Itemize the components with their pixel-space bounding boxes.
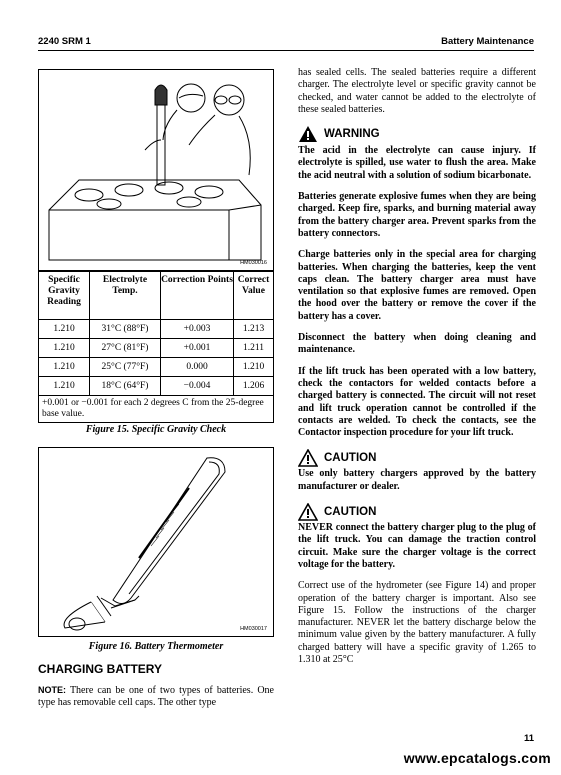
figure-16-code: HM030017	[240, 626, 267, 632]
table-note: +0.001 or −0.001 for each 2 degrees C from the 25-degree base value.	[39, 396, 274, 423]
col-header-electrolyte-temp: Electrolyte Temp.	[90, 272, 161, 320]
caution-paragraph: Use only battery chargers approved by the battery manufacturer or dealer.	[298, 468, 536, 492]
section-heading: CHARGING BATTERY	[38, 662, 162, 676]
table-cell: 1.211	[234, 339, 274, 358]
table-cell: 1.210	[39, 339, 90, 358]
note-label: NOTE:	[38, 685, 66, 695]
header-section-title: Battery Maintenance	[441, 36, 534, 47]
warning-paragraph: If the lift truck has been operated with a low battery, check the contactors for welded contacts before a charged battery is connected. The circuit will not reset and lift truck operation cannot be controlled if the contacts are welded. To check the contacts, see the Contactor inspection procedure for your lift truck.	[298, 365, 536, 439]
figure-15-caption: Figure 15. Specific Gravity Check	[85, 424, 227, 435]
table-header-row	[39, 272, 274, 320]
table-cell: 1.210	[39, 320, 90, 339]
page-number: 11	[523, 733, 534, 744]
watermark-text: www.epcatalogs.com	[403, 750, 551, 766]
intro-paragraph: has sealed cells. The sealed batteries require a different charger. The electrolyte level or specific gravity cannot be checked, and water cannot be added to the electrolyte of these sealed batteries.	[298, 67, 536, 115]
table-cell: 1.213	[234, 320, 274, 339]
table-note-row	[39, 396, 274, 423]
table-cell: 25°C (77°F)	[90, 358, 161, 377]
note-text: There can be one of two types of batteries. One type has removable cell caps. The other type	[38, 685, 274, 709]
table-row	[39, 358, 274, 377]
caution-triangle-icon	[298, 449, 318, 467]
caution-heading	[298, 449, 536, 467]
warning-paragraph: Charge batteries only in the special area for charging batteries. When charging the batteries, keep the vent caps clean. The battery charger area must have ventilation so that explosive fumes are removed. Open the hood over the battery or remove the cover if the battery has a cover.	[298, 249, 536, 322]
table-cell: −0.004	[161, 377, 234, 396]
table-cell: 18°C (64°F)	[90, 377, 161, 396]
warning-paragraph: Batteries generate explosive fumes when they are being charged. Keep fire, sparks, and burning material away from the battery charger area. Prevent sparks from the battery connectors.	[298, 191, 536, 239]
right-column	[298, 67, 536, 666]
warning-paragraph: Disconnect the battery when doing cleaning and maintenance.	[298, 332, 536, 356]
table-cell: 1.206	[234, 377, 274, 396]
warning-triangle-icon	[298, 125, 318, 143]
battery-thermometer-drawing	[39, 448, 273, 636]
table-cell: 27°C (81°F)	[90, 339, 161, 358]
charging-paragraph: Correct use of the hydrometer (see Figure 14) and proper operation of the battery charger is important. Also see Figure 15. Follow the instructions of the charger manufacturer. NEVER let the battery discharge below the minimum value given by the battery manufacturer. A fully charged battery will have a specific gravity of 1.265 to 1.310 at 25°C	[298, 580, 536, 665]
note-paragraph	[38, 684, 274, 710]
warning-title: WARNING	[324, 128, 380, 141]
col-header-correct-value: Correct Value	[234, 272, 274, 320]
table-row	[39, 339, 274, 358]
warning-heading	[298, 125, 536, 143]
table-cell: 1.210	[39, 377, 90, 396]
caution-paragraph: NEVER connect the battery charger plug to the plug of the lift truck. You can damage the traction control circuit. Make sure the charger voltage is the correct voltage for the battery.	[298, 522, 536, 570]
figure-16-illustration	[38, 447, 274, 637]
hydrometer-reading-drawing	[39, 70, 273, 270]
header-rule	[38, 50, 534, 51]
table-cell: +0.003	[161, 320, 234, 339]
figure-15-illustration	[38, 69, 274, 271]
table-row	[39, 320, 274, 339]
table-cell: 1.210	[39, 358, 90, 377]
warning-paragraph: The acid in the electrolyte can cause injury. If electrolyte is spilled, use water to flush the area. Make the acid neutral with a solution of sodium bicarbonate.	[298, 145, 536, 181]
table-cell: +0.001	[161, 339, 234, 358]
col-header-specific-gravity: Specific Gravity Reading	[39, 272, 90, 320]
figure-15-code: HM030016	[240, 260, 267, 266]
col-header-correction-points: Correction Points	[161, 272, 234, 320]
figure-16-caption: Figure 16. Battery Thermometer	[88, 641, 224, 652]
table-cell: 1.210	[234, 358, 274, 377]
header-doc-id: 2240 SRM 1	[38, 36, 91, 47]
table-cell: 0.000	[161, 358, 234, 377]
caution-heading	[298, 503, 536, 521]
caution-title: CAUTION	[324, 505, 377, 518]
table-cell: 31°C (88°F)	[90, 320, 161, 339]
caution-triangle-icon	[298, 503, 318, 521]
caution-title: CAUTION	[324, 452, 377, 465]
table-row	[39, 377, 274, 396]
specific-gravity-table	[38, 271, 274, 423]
